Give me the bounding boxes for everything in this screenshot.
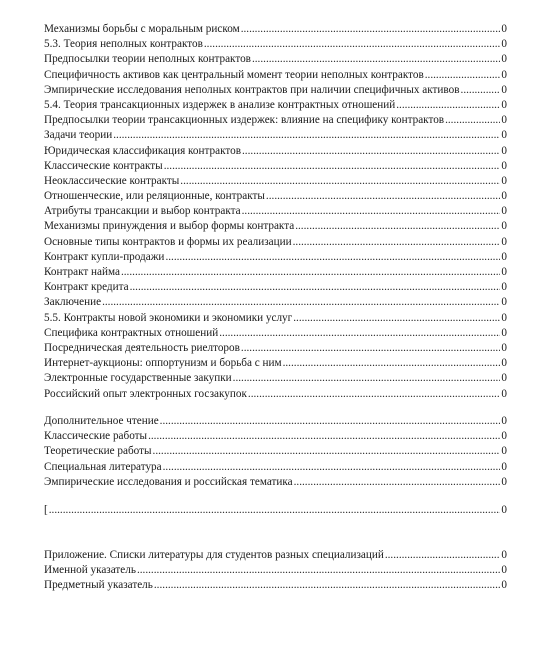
toc-entry: [44, 429, 507, 444]
toc-entry-page: 0: [501, 564, 507, 577]
toc-entry-title: Атрибуты трансакции и выбор контракта: [44, 205, 241, 218]
toc-entry-page: 0: [501, 296, 507, 309]
toc-entry-page: 0: [501, 83, 507, 96]
toc-entry-page: 0: [501, 250, 507, 263]
toc-entry-page: 0: [501, 430, 507, 443]
toc-entry-title: Предметный указатель: [44, 579, 153, 592]
toc-entry: [44, 460, 507, 475]
toc-entry-title: 5.4. Теория трансакционных издержек в анализе контрактных отношений: [44, 98, 396, 111]
dot-leader: [293, 311, 500, 326]
toc-entry-page: 0: [501, 53, 507, 66]
dot-leader: [241, 341, 500, 356]
toc-entry-page: 0: [501, 326, 507, 339]
toc-entry-page: 0: [501, 341, 507, 354]
toc-entry: [44, 159, 507, 174]
toc-entry-title: Именной указатель: [44, 564, 136, 577]
toc-entry-title: Предпосылки теории неполных контрактов: [44, 53, 251, 66]
toc-entry-page: 0: [501, 23, 507, 35]
dot-leader: [130, 280, 500, 295]
toc-entry-title: Предпосылки теории трансакционных издержек: влияние на специфику контрактов: [44, 114, 445, 127]
toc-entry-title: Интернет-аукционы: оппортунизм и борьба с ним: [44, 357, 282, 370]
toc-entry-title: Контракт купли-продажи: [44, 250, 165, 263]
toc-entry-title: Теоретические работы: [44, 445, 152, 458]
toc-entry-page: 0: [501, 220, 507, 233]
toc-entry: [44, 387, 507, 402]
toc-entry-page: 0: [501, 475, 507, 488]
dot-leader: [294, 475, 500, 490]
toc-entry-title: [: [44, 504, 48, 516]
toc-entry-title: Приложение. Списки литературы для студентов разных специализаций: [44, 549, 384, 561]
toc-entry: [44, 563, 507, 578]
dot-leader: [160, 414, 500, 429]
toc-entry-title: Отношенческие, или реляционные, контракты: [44, 190, 265, 203]
toc-entry-title: Эмпирические исследования неполных контрактов при наличии специфичных активов: [44, 83, 460, 96]
toc-entry-title: Специальная литература: [44, 460, 162, 473]
dot-leader: [445, 113, 500, 128]
toc-reading-section: [44, 414, 507, 490]
toc-entry: [44, 414, 507, 429]
dot-leader: [204, 37, 500, 52]
toc-entry-page: 0: [501, 579, 507, 592]
toc-entry: [44, 235, 507, 250]
toc-entry-title: Электронные государственные закупки: [44, 372, 232, 385]
toc-entry-page: 0: [501, 174, 507, 187]
dot-leader: [154, 578, 500, 593]
toc-entry: [44, 503, 507, 518]
toc-entry-title: Специфика контрактных отношений: [44, 326, 219, 339]
toc-entry-title: Механизмы принуждения и выбор формы контракта: [44, 220, 295, 233]
toc-entry: [44, 37, 507, 52]
dot-leader: [219, 326, 500, 341]
dot-leader: [242, 204, 500, 219]
toc-entry: [44, 341, 507, 356]
toc-entry: [44, 265, 507, 280]
toc-entry-page: 0: [501, 549, 507, 561]
toc-entry: [44, 52, 507, 67]
dot-leader: [180, 174, 500, 189]
dot-leader: [295, 219, 500, 234]
toc-entry: [44, 98, 507, 113]
toc-entry-title: Специфичность активов как центральный момент теории неполных контрактов: [44, 68, 424, 81]
dot-leader: [148, 429, 500, 444]
toc-entry: [44, 68, 507, 83]
dot-leader: [233, 371, 500, 386]
toc-entry-title: Задачи теории: [44, 129, 113, 142]
toc-entry-title: Неоклассические контракты: [44, 174, 180, 187]
toc-entry-title: 5.3. Теория неполных контрактов: [44, 38, 203, 51]
toc-entry-page: 0: [501, 460, 507, 473]
dot-leader: [163, 460, 500, 475]
dot-leader: [49, 503, 500, 518]
toc-entry-title: Заключение: [44, 296, 102, 309]
toc-entry-page: 0: [501, 159, 507, 172]
toc-entry-title: Дополнительное чтение: [44, 415, 159, 427]
toc-entry-page: 0: [501, 205, 507, 218]
toc-entry-page: 0: [501, 144, 507, 157]
toc-entry-page: 0: [501, 311, 507, 324]
toc-appendix-section: [44, 548, 507, 594]
toc-entry-title: Контракт кредита: [44, 281, 129, 294]
toc-entry-title: Контракт найма: [44, 266, 120, 278]
toc-entry: [44, 144, 507, 159]
dot-leader: [165, 250, 500, 265]
dot-leader: [266, 189, 500, 204]
dot-leader: [241, 22, 500, 37]
toc-entry: [44, 356, 507, 371]
dot-leader: [121, 265, 500, 280]
dot-leader: [396, 98, 500, 113]
toc-entry-page: 0: [501, 357, 507, 370]
toc-entry: [44, 311, 507, 326]
toc-entry: [44, 22, 507, 37]
toc-entry: [44, 219, 507, 234]
toc-entry-title: 5.5. Контракты новой экономики и экономики услуг: [44, 311, 293, 324]
dot-leader: [242, 144, 500, 159]
dot-leader: [102, 295, 500, 310]
dot-leader: [252, 52, 500, 67]
toc-entry-page: 0: [501, 445, 507, 458]
toc-entry-page: 0: [501, 504, 507, 516]
toc-entry-title: Классические работы: [44, 430, 148, 443]
toc-entry-page: 0: [501, 415, 507, 427]
toc-main-section: [44, 22, 507, 402]
toc-entry-page: 0: [501, 281, 507, 294]
toc-entry-title: Посредническая деятельность риелторов: [44, 341, 240, 354]
toc-entry-title: Классические контракты: [44, 159, 163, 172]
toc-entry-title: Основные типы контрактов и формы их реализации: [44, 235, 292, 248]
toc-entry: [44, 548, 507, 563]
toc-entry: [44, 189, 507, 204]
toc-entry-page: 0: [501, 129, 507, 142]
toc-entry: [44, 128, 507, 143]
toc-entry: [44, 204, 507, 219]
toc-entry: [44, 174, 507, 189]
dot-leader: [113, 128, 500, 143]
toc-entry: [44, 250, 507, 265]
toc-entry: [44, 113, 507, 128]
dot-leader: [425, 68, 500, 83]
toc-entry-title: Эмпирические исследования и российская тематика: [44, 475, 293, 488]
dot-leader: [248, 387, 500, 402]
dot-leader: [283, 356, 500, 371]
toc-entry-page: 0: [501, 68, 507, 81]
toc-entry: [44, 444, 507, 459]
dot-leader: [293, 235, 500, 250]
toc-entry: [44, 371, 507, 386]
toc-entry-page: 0: [501, 235, 507, 248]
toc-entry: [44, 326, 507, 341]
dot-leader: [461, 83, 500, 98]
toc-misc-section: [44, 503, 507, 518]
toc-entry-title: Механизмы борьбы с моральным риском: [44, 23, 240, 35]
toc-entry-title: Российский опыт электронных госзакупок: [44, 387, 247, 400]
dot-leader: [164, 159, 500, 174]
dot-leader: [137, 563, 500, 578]
toc-entry-page: 0: [501, 266, 507, 278]
toc-entry-title: Юридическая классификация контрактов: [44, 144, 241, 157]
toc-entry: [44, 83, 507, 98]
toc-entry-page: 0: [501, 38, 507, 51]
dot-leader: [385, 548, 500, 563]
toc-entry: [44, 295, 507, 310]
toc-entry: [44, 280, 507, 295]
toc-entry-page: 0: [501, 98, 507, 111]
toc-entry-page: 0: [501, 190, 507, 203]
dot-leader: [153, 444, 500, 459]
toc-entry: [44, 475, 507, 490]
toc-entry-page: 0: [501, 114, 507, 127]
toc-entry: [44, 578, 507, 593]
toc-entry-page: 0: [501, 387, 507, 400]
toc-entry-page: 0: [501, 372, 507, 385]
